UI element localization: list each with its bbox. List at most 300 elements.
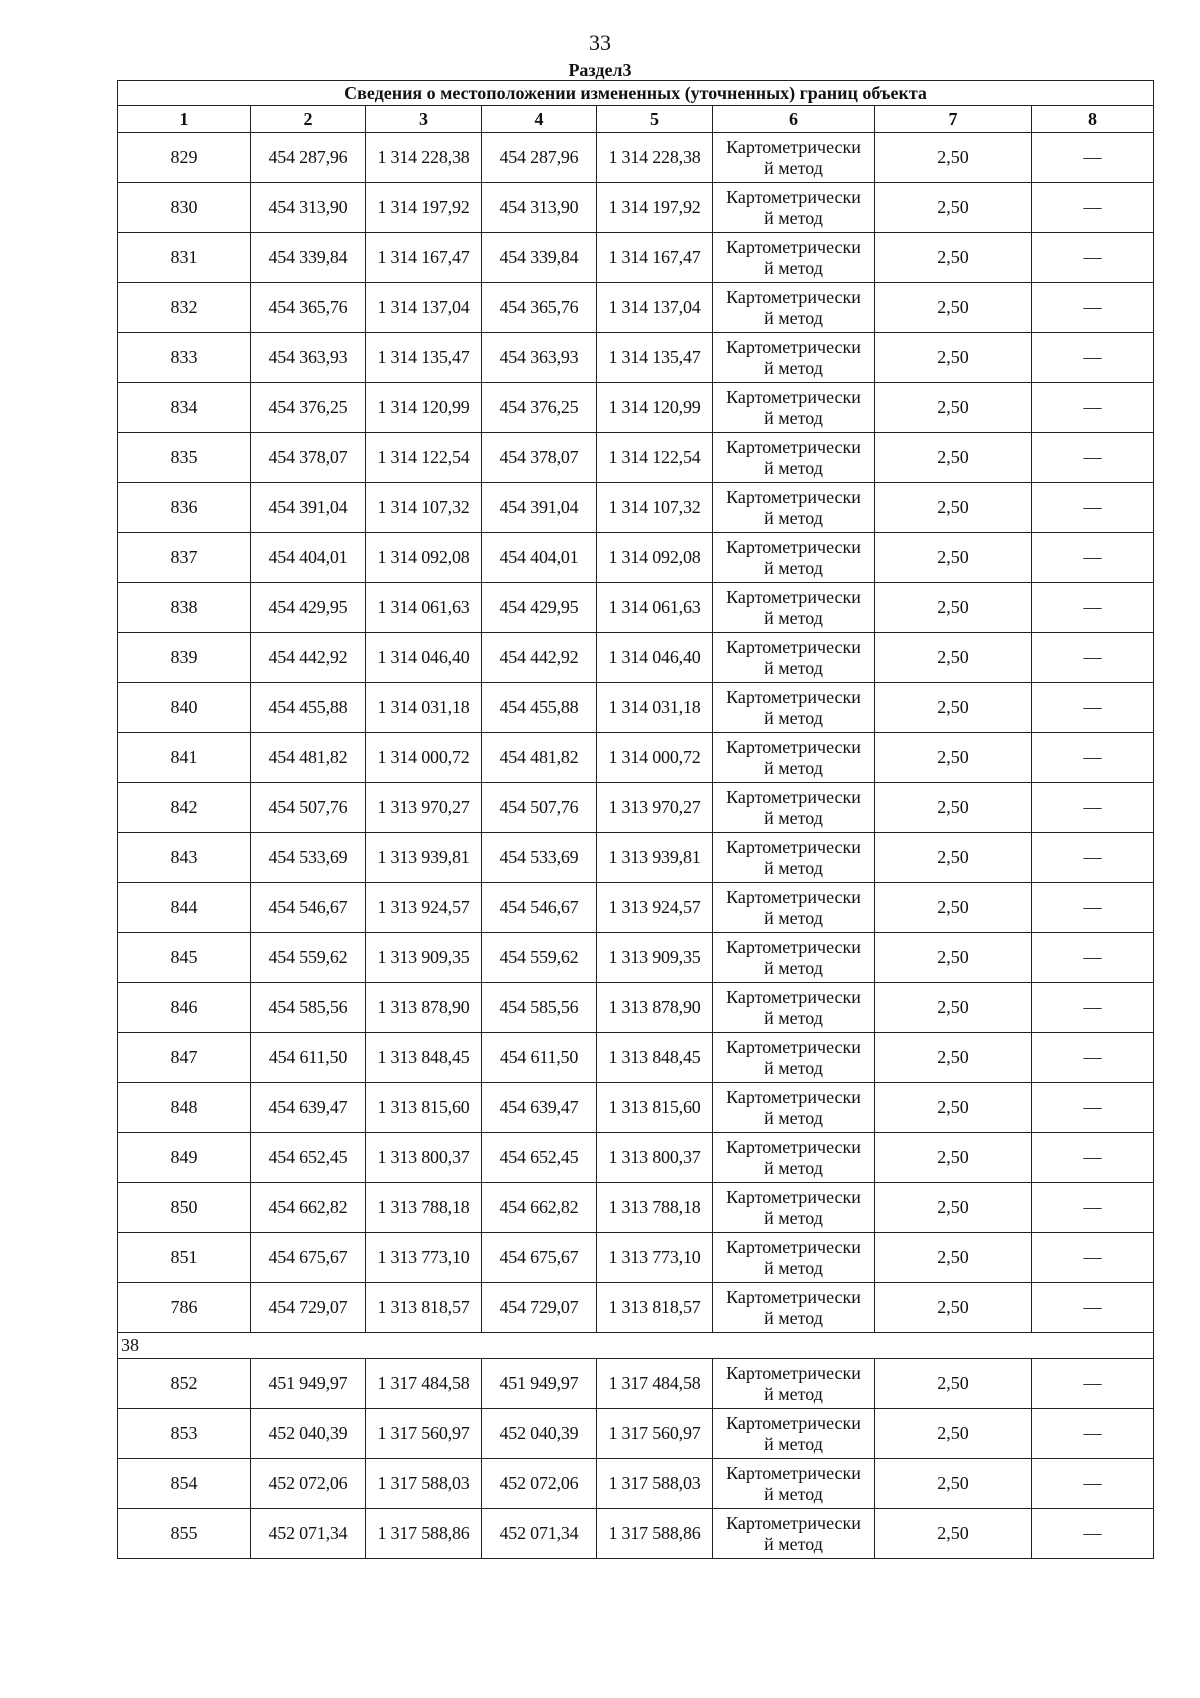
method-text-line: Картометрически (726, 636, 861, 657)
method-text-line: Картометрически (726, 1086, 861, 1107)
point-number-cell: 846 (118, 983, 251, 1033)
method-text-line: й метод (764, 607, 823, 628)
method-text-line: й метод (764, 707, 823, 728)
accuracy-cell: 2,50 (875, 1509, 1032, 1559)
method-cell (713, 183, 875, 233)
y-existing-cell: 1 314 092,08 (366, 533, 482, 583)
x-existing-cell: 454 442,92 (251, 633, 366, 683)
method-text-line: й метод (764, 1383, 823, 1404)
method-cell (713, 333, 875, 383)
point-number-cell: 835 (118, 433, 251, 483)
x-refined-cell: 452 040,39 (482, 1409, 597, 1459)
table-row (118, 983, 1154, 1033)
method-text-line: Картометрически (726, 1462, 861, 1483)
point-number-cell: 833 (118, 333, 251, 383)
table-row (118, 133, 1154, 183)
table-row (118, 733, 1154, 783)
method-text-line: й метод (764, 1257, 823, 1278)
x-existing-cell: 452 072,06 (251, 1459, 366, 1509)
table-row (118, 1083, 1154, 1133)
method-cell (713, 483, 875, 533)
x-refined-cell: 454 729,07 (482, 1283, 597, 1333)
accuracy-cell: 2,50 (875, 133, 1032, 183)
method-cell (713, 983, 875, 1033)
accuracy-cell: 2,50 (875, 1083, 1032, 1133)
method-cell (713, 1283, 875, 1333)
y-existing-cell: 1 314 167,47 (366, 233, 482, 283)
accuracy-cell: 2,50 (875, 683, 1032, 733)
note-cell: — (1032, 833, 1154, 883)
point-number-cell: 850 (118, 1183, 251, 1233)
y-refined-cell: 1 314 107,32 (597, 483, 713, 533)
y-refined-cell: 1 314 120,99 (597, 383, 713, 433)
x-refined-cell: 454 507,76 (482, 783, 597, 833)
method-cell (713, 1233, 875, 1283)
x-existing-cell: 454 339,84 (251, 233, 366, 283)
y-existing-cell: 1 314 120,99 (366, 383, 482, 433)
accuracy-cell: 2,50 (875, 533, 1032, 583)
y-refined-cell: 1 314 046,40 (597, 633, 713, 683)
table-row (118, 183, 1154, 233)
table-body (118, 81, 1154, 1559)
y-existing-cell: 1 314 107,32 (366, 483, 482, 533)
y-existing-cell: 1 314 031,18 (366, 683, 482, 733)
group-label: 38 (118, 1333, 1154, 1359)
x-refined-cell: 454 546,67 (482, 883, 597, 933)
column-number-row (118, 106, 1154, 133)
method-text-line: й метод (764, 907, 823, 928)
x-existing-cell: 452 040,39 (251, 1409, 366, 1459)
y-refined-cell: 1 314 000,72 (597, 733, 713, 783)
accuracy-cell: 2,50 (875, 883, 1032, 933)
note-cell: — (1032, 1409, 1154, 1459)
x-existing-cell: 454 639,47 (251, 1083, 366, 1133)
y-refined-cell: 1 314 135,47 (597, 333, 713, 383)
x-existing-cell: 452 071,34 (251, 1509, 366, 1559)
method-cell (713, 433, 875, 483)
method-text-line: й метод (764, 357, 823, 378)
table-row (118, 583, 1154, 633)
column-number: 5 (597, 106, 713, 133)
method-cell (713, 133, 875, 183)
method-text-line: й метод (764, 1533, 823, 1554)
note-cell: — (1032, 1033, 1154, 1083)
y-existing-cell: 1 313 939,81 (366, 833, 482, 883)
method-text-line: Картометрически (726, 1286, 861, 1307)
note-cell: — (1032, 883, 1154, 933)
method-text-line: Картометрически (726, 386, 861, 407)
accuracy-cell: 2,50 (875, 983, 1032, 1033)
y-existing-cell: 1 314 122,54 (366, 433, 482, 483)
point-number-cell: 842 (118, 783, 251, 833)
point-number-cell: 852 (118, 1359, 251, 1409)
y-refined-cell: 1 313 815,60 (597, 1083, 713, 1133)
table-row (118, 383, 1154, 433)
x-existing-cell: 454 287,96 (251, 133, 366, 183)
table-row (118, 1233, 1154, 1283)
table-row (118, 283, 1154, 333)
accuracy-cell: 2,50 (875, 283, 1032, 333)
method-text-line: й метод (764, 507, 823, 528)
y-existing-cell: 1 313 970,27 (366, 783, 482, 833)
y-refined-cell: 1 314 228,38 (597, 133, 713, 183)
x-existing-cell: 454 507,76 (251, 783, 366, 833)
x-refined-cell: 454 533,69 (482, 833, 597, 883)
point-number-cell: 849 (118, 1133, 251, 1183)
column-number: 4 (482, 106, 597, 133)
y-existing-cell: 1 313 818,57 (366, 1283, 482, 1333)
note-cell: — (1032, 233, 1154, 283)
x-refined-cell: 452 071,34 (482, 1509, 597, 1559)
accuracy-cell: 2,50 (875, 1409, 1032, 1459)
accuracy-cell: 2,50 (875, 1233, 1032, 1283)
x-existing-cell: 454 481,82 (251, 733, 366, 783)
accuracy-cell: 2,50 (875, 483, 1032, 533)
column-number: 6 (713, 106, 875, 133)
method-text-line: й метод (764, 1433, 823, 1454)
y-existing-cell: 1 317 560,97 (366, 1409, 482, 1459)
table-row (118, 683, 1154, 733)
accuracy-cell: 2,50 (875, 933, 1032, 983)
point-number-cell: 855 (118, 1509, 251, 1559)
method-text-line: й метод (764, 1007, 823, 1028)
note-cell: — (1032, 1459, 1154, 1509)
x-existing-cell: 454 404,01 (251, 533, 366, 583)
method-text-line: й метод (764, 157, 823, 178)
y-refined-cell: 1 314 092,08 (597, 533, 713, 583)
accuracy-cell: 2,50 (875, 1283, 1032, 1333)
y-refined-cell: 1 314 137,04 (597, 283, 713, 333)
method-cell (713, 633, 875, 683)
method-text-line: й метод (764, 657, 823, 678)
method-text-line: Картометрически (726, 1236, 861, 1257)
method-cell (713, 1359, 875, 1409)
table-row (118, 433, 1154, 483)
column-number: 2 (251, 106, 366, 133)
note-cell: — (1032, 633, 1154, 683)
y-refined-cell: 1 314 061,63 (597, 583, 713, 633)
accuracy-cell: 2,50 (875, 1133, 1032, 1183)
method-cell (713, 1033, 875, 1083)
y-existing-cell: 1 314 000,72 (366, 733, 482, 783)
table-caption-row (118, 81, 1154, 106)
point-number-cell: 786 (118, 1283, 251, 1333)
method-text-line: Картометрически (726, 236, 861, 257)
y-refined-cell: 1 313 939,81 (597, 833, 713, 883)
x-existing-cell: 454 363,93 (251, 333, 366, 383)
y-existing-cell: 1 314 135,47 (366, 333, 482, 383)
accuracy-cell: 2,50 (875, 233, 1032, 283)
method-text-line: Картометрически (726, 136, 861, 157)
table-row (118, 333, 1154, 383)
x-refined-cell: 451 949,97 (482, 1359, 597, 1409)
point-number-cell: 840 (118, 683, 251, 733)
method-cell (713, 583, 875, 633)
method-text-line: Картометрически (726, 686, 861, 707)
x-existing-cell: 454 611,50 (251, 1033, 366, 1083)
table-row (118, 883, 1154, 933)
y-refined-cell: 1 317 484,58 (597, 1359, 713, 1409)
table-row (118, 1033, 1154, 1083)
x-refined-cell: 454 481,82 (482, 733, 597, 783)
y-existing-cell: 1 313 848,45 (366, 1033, 482, 1083)
method-text-line: Картометрически (726, 536, 861, 557)
note-cell: — (1032, 983, 1154, 1033)
method-text-line: й метод (764, 1307, 823, 1328)
method-cell (713, 1133, 875, 1183)
method-cell (713, 383, 875, 433)
note-cell: — (1032, 1283, 1154, 1333)
method-text-line: й метод (764, 857, 823, 878)
note-cell: — (1032, 933, 1154, 983)
y-refined-cell: 1 313 818,57 (597, 1283, 713, 1333)
method-cell (713, 933, 875, 983)
note-cell: — (1032, 683, 1154, 733)
x-existing-cell: 454 546,67 (251, 883, 366, 933)
x-refined-cell: 454 365,76 (482, 283, 597, 333)
y-refined-cell: 1 313 924,57 (597, 883, 713, 933)
x-refined-cell: 454 639,47 (482, 1083, 597, 1133)
method-cell (713, 1409, 875, 1459)
method-text-line: Картометрически (726, 336, 861, 357)
point-number-cell: 854 (118, 1459, 251, 1509)
y-refined-cell: 1 313 788,18 (597, 1183, 713, 1233)
note-cell: — (1032, 1183, 1154, 1233)
y-refined-cell: 1 313 848,45 (597, 1033, 713, 1083)
x-refined-cell: 454 376,25 (482, 383, 597, 433)
method-text-line: Картометрически (726, 1186, 861, 1207)
method-text-line: Картометрически (726, 986, 861, 1007)
x-refined-cell: 454 363,93 (482, 333, 597, 383)
point-number-cell: 847 (118, 1033, 251, 1083)
method-cell (713, 733, 875, 783)
point-number-cell: 844 (118, 883, 251, 933)
method-text-line: й метод (764, 757, 823, 778)
x-refined-cell: 454 455,88 (482, 683, 597, 733)
note-cell: — (1032, 1083, 1154, 1133)
x-refined-cell: 452 072,06 (482, 1459, 597, 1509)
y-refined-cell: 1 313 800,37 (597, 1133, 713, 1183)
method-cell (713, 1509, 875, 1559)
point-number-cell: 836 (118, 483, 251, 533)
method-text-line: Картометрически (726, 1512, 861, 1533)
note-cell: — (1032, 133, 1154, 183)
y-refined-cell: 1 314 031,18 (597, 683, 713, 733)
point-number-cell: 851 (118, 1233, 251, 1283)
x-existing-cell: 454 429,95 (251, 583, 366, 633)
note-cell: — (1032, 1509, 1154, 1559)
x-refined-cell: 454 611,50 (482, 1033, 597, 1083)
table-row (118, 1409, 1154, 1459)
x-existing-cell: 454 652,45 (251, 1133, 366, 1183)
x-existing-cell: 454 675,67 (251, 1233, 366, 1283)
note-cell: — (1032, 183, 1154, 233)
table-row (118, 1359, 1154, 1409)
x-refined-cell: 454 429,95 (482, 583, 597, 633)
coordinates-table (117, 80, 1154, 1559)
y-existing-cell: 1 314 046,40 (366, 633, 482, 683)
method-text-line: й метод (764, 257, 823, 278)
y-existing-cell: 1 313 800,37 (366, 1133, 482, 1183)
point-number-cell: 848 (118, 1083, 251, 1133)
method-text-line: й метод (764, 307, 823, 328)
note-cell: — (1032, 733, 1154, 783)
method-cell (713, 1083, 875, 1133)
group-label-row (118, 1333, 1154, 1359)
accuracy-cell: 2,50 (875, 1459, 1032, 1509)
x-existing-cell: 454 662,82 (251, 1183, 366, 1233)
x-existing-cell: 454 376,25 (251, 383, 366, 433)
method-cell (713, 833, 875, 883)
method-text-line: й метод (764, 1057, 823, 1078)
note-cell: — (1032, 483, 1154, 533)
method-text-line: Картометрически (726, 836, 861, 857)
accuracy-cell: 2,50 (875, 1359, 1032, 1409)
column-number: 7 (875, 106, 1032, 133)
x-existing-cell: 454 378,07 (251, 433, 366, 483)
accuracy-cell: 2,50 (875, 433, 1032, 483)
x-refined-cell: 454 404,01 (482, 533, 597, 583)
accuracy-cell: 2,50 (875, 1183, 1032, 1233)
table-row (118, 783, 1154, 833)
x-refined-cell: 454 585,56 (482, 983, 597, 1033)
method-text-line: Картометрически (726, 436, 861, 457)
point-number-cell: 839 (118, 633, 251, 683)
column-number: 1 (118, 106, 251, 133)
method-text-line: Картометрически (726, 886, 861, 907)
point-number-cell: 837 (118, 533, 251, 583)
table-row (118, 533, 1154, 583)
method-text-line: Картометрически (726, 186, 861, 207)
y-refined-cell: 1 314 122,54 (597, 433, 713, 483)
method-text-line: й метод (764, 807, 823, 828)
table-row (118, 483, 1154, 533)
note-cell: — (1032, 783, 1154, 833)
method-text-line: й метод (764, 1107, 823, 1128)
y-existing-cell: 1 314 228,38 (366, 133, 482, 183)
note-cell: — (1032, 583, 1154, 633)
table-row (118, 1183, 1154, 1233)
method-cell (713, 1459, 875, 1509)
x-existing-cell: 454 533,69 (251, 833, 366, 883)
method-text-line: Картометрически (726, 586, 861, 607)
point-number-cell: 853 (118, 1409, 251, 1459)
method-cell (713, 233, 875, 283)
x-refined-cell: 454 391,04 (482, 483, 597, 533)
x-refined-cell: 454 675,67 (482, 1233, 597, 1283)
table-row (118, 1283, 1154, 1333)
table-row (118, 633, 1154, 683)
x-existing-cell: 454 365,76 (251, 283, 366, 333)
y-existing-cell: 1 313 909,35 (366, 933, 482, 983)
accuracy-cell: 2,50 (875, 383, 1032, 433)
y-refined-cell: 1 313 970,27 (597, 783, 713, 833)
y-refined-cell: 1 313 773,10 (597, 1233, 713, 1283)
point-number-cell: 832 (118, 283, 251, 333)
x-refined-cell: 454 378,07 (482, 433, 597, 483)
y-existing-cell: 1 313 815,60 (366, 1083, 482, 1133)
method-cell (713, 283, 875, 333)
x-refined-cell: 454 287,96 (482, 133, 597, 183)
accuracy-cell: 2,50 (875, 833, 1032, 883)
table-row (118, 233, 1154, 283)
x-refined-cell: 454 662,82 (482, 1183, 597, 1233)
point-number-cell: 838 (118, 583, 251, 633)
method-text-line: й метод (764, 1157, 823, 1178)
y-existing-cell: 1 313 788,18 (366, 1183, 482, 1233)
note-cell: — (1032, 533, 1154, 583)
method-text-line: Картометрически (726, 786, 861, 807)
point-number-cell: 841 (118, 733, 251, 783)
y-existing-cell: 1 317 484,58 (366, 1359, 482, 1409)
method-text-line: Картометрически (726, 1136, 861, 1157)
note-cell: — (1032, 1133, 1154, 1183)
method-text-line: й метод (764, 207, 823, 228)
y-existing-cell: 1 317 588,86 (366, 1509, 482, 1559)
y-refined-cell: 1 313 878,90 (597, 983, 713, 1033)
note-cell: — (1032, 433, 1154, 483)
y-refined-cell: 1 314 197,92 (597, 183, 713, 233)
x-refined-cell: 454 652,45 (482, 1133, 597, 1183)
point-number-cell: 830 (118, 183, 251, 233)
y-existing-cell: 1 317 588,03 (366, 1459, 482, 1509)
point-number-cell: 834 (118, 383, 251, 433)
y-existing-cell: 1 313 773,10 (366, 1233, 482, 1283)
accuracy-cell: 2,50 (875, 583, 1032, 633)
y-existing-cell: 1 314 137,04 (366, 283, 482, 333)
method-text-line: Картометрически (726, 936, 861, 957)
method-text-line: й метод (764, 1207, 823, 1228)
method-text-line: й метод (764, 957, 823, 978)
y-refined-cell: 1 317 588,86 (597, 1509, 713, 1559)
method-text-line: й метод (764, 1483, 823, 1504)
x-refined-cell: 454 442,92 (482, 633, 597, 683)
method-text-line: й метод (764, 457, 823, 478)
x-refined-cell: 454 313,90 (482, 183, 597, 233)
point-number-cell: 843 (118, 833, 251, 883)
y-existing-cell: 1 314 061,63 (366, 583, 482, 633)
accuracy-cell: 2,50 (875, 183, 1032, 233)
y-refined-cell: 1 313 909,35 (597, 933, 713, 983)
x-existing-cell: 454 313,90 (251, 183, 366, 233)
page-number: 33 (589, 30, 611, 55)
accuracy-cell: 2,50 (875, 783, 1032, 833)
x-refined-cell: 454 339,84 (482, 233, 597, 283)
table-row (118, 1133, 1154, 1183)
x-existing-cell: 454 585,56 (251, 983, 366, 1033)
method-text-line: Картометрически (726, 286, 861, 307)
method-text-line: Картометрически (726, 1412, 861, 1433)
point-number-cell: 829 (118, 133, 251, 183)
method-cell (713, 783, 875, 833)
method-text-line: й метод (764, 407, 823, 428)
accuracy-cell: 2,50 (875, 633, 1032, 683)
x-existing-cell: 454 455,88 (251, 683, 366, 733)
method-cell (713, 883, 875, 933)
method-text-line: Картометрически (726, 1036, 861, 1057)
note-cell: — (1032, 283, 1154, 333)
accuracy-cell: 2,50 (875, 333, 1032, 383)
note-cell: — (1032, 1233, 1154, 1283)
method-cell (713, 1183, 875, 1233)
table-row (118, 933, 1154, 983)
table-caption: Сведения о местоположении измененных (уточненных) границ объекта (118, 81, 1154, 106)
method-cell (713, 683, 875, 733)
method-text-line: Картометрически (726, 1362, 861, 1383)
y-refined-cell: 1 317 588,03 (597, 1459, 713, 1509)
table-row (118, 833, 1154, 883)
accuracy-cell: 2,50 (875, 1033, 1032, 1083)
